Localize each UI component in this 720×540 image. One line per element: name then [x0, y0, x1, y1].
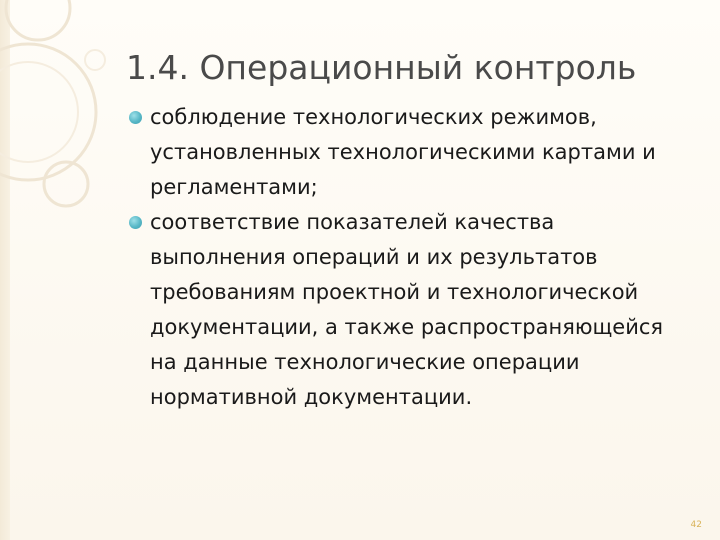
- decor-circle-upper: [6, 0, 70, 40]
- decor-circle-tiny: [85, 50, 105, 70]
- bullet-list: [130, 100, 690, 415]
- bullet-circle-icon: [129, 216, 142, 229]
- slide-title: 1.4. Операционный контроль: [126, 48, 637, 87]
- corner-decoration: [0, 0, 140, 240]
- bullet-item: [130, 205, 690, 415]
- bullet-item: [130, 100, 690, 205]
- page-number: 42: [690, 520, 702, 530]
- bullet-text: соответствие показателей качества выполнения операций и их результатов требованиям проектной и технологической документации, а также распространяющейся на данные технологические операции нормативной документации.: [150, 210, 664, 409]
- bullet-circle-icon: [129, 111, 142, 124]
- decor-circle-inner: [0, 62, 78, 162]
- bullet-text: соблюдение технологических режимов, установленных технологическими картами и регламентами;: [150, 105, 656, 199]
